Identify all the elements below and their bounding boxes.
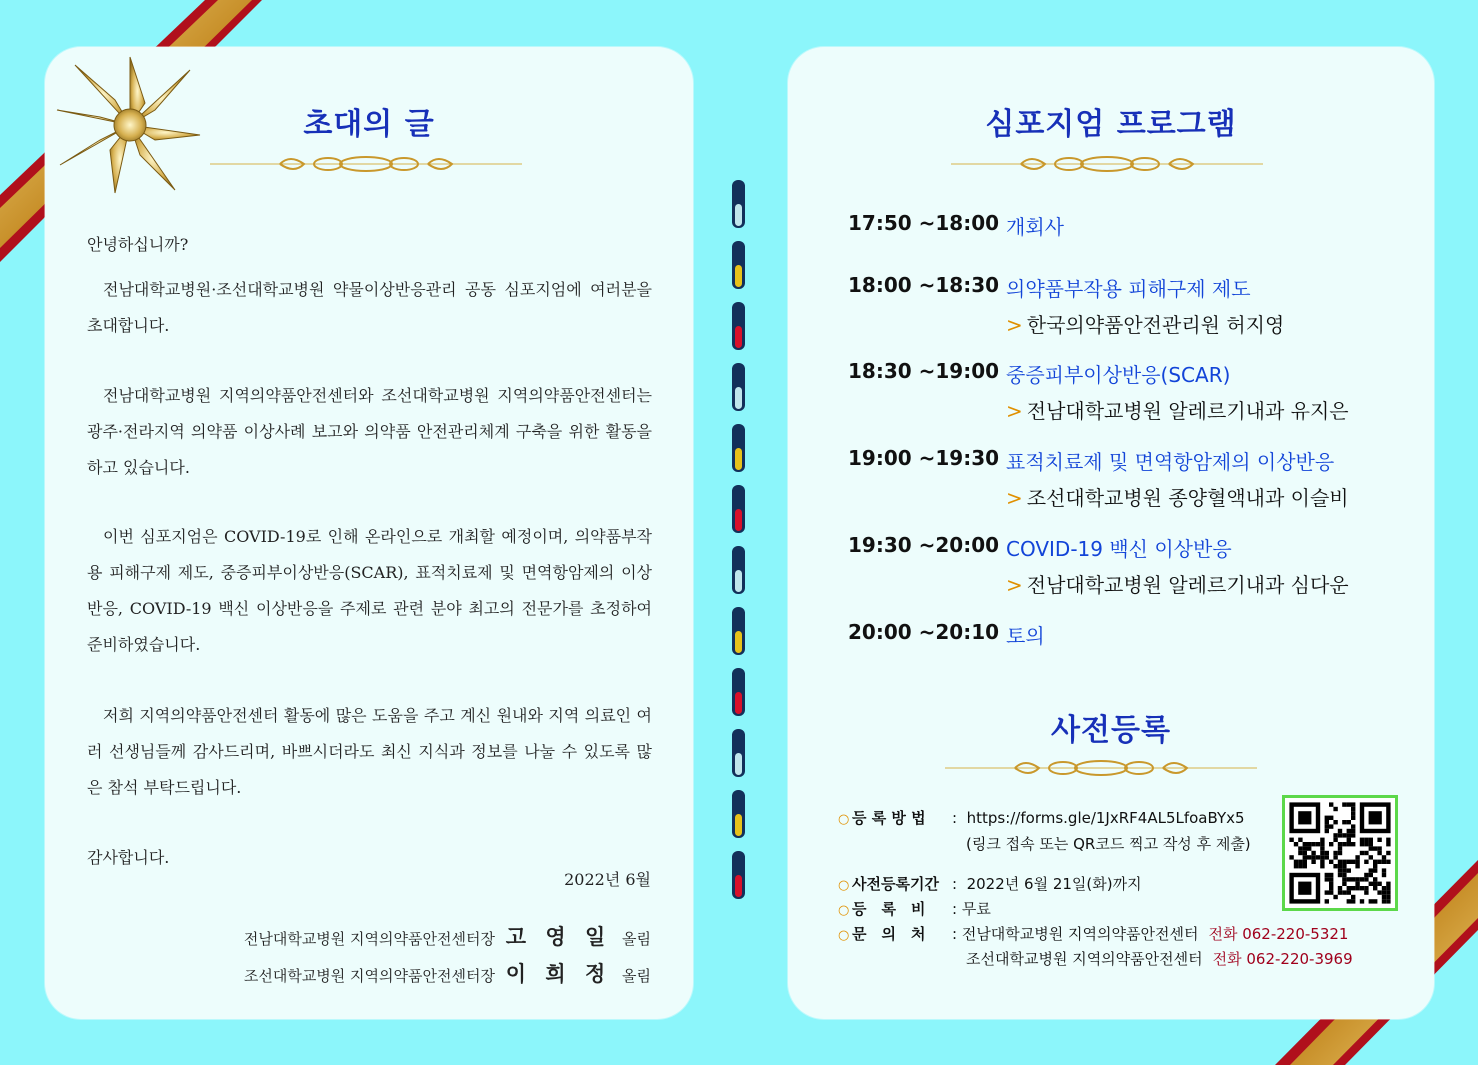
paragraph-2: 전남대학교병원 지역의약품안전센터와 조선대학교병원 지역의약품안전센터는 광주·전라지역 의약품 이상사례 보고와 의약품 안전관리체계 구축을 위한 활동을 하고 있습니다.	[87, 386, 652, 477]
registration-contact-2: 조선대학교병원 지역의약품안전센터 전화 062-220-3969	[966, 950, 1353, 968]
greeting: 안녕하십니까?	[87, 235, 189, 254]
test-tube-icon	[732, 180, 745, 230]
session-speaker: > 전남대학교병원 알레르기내과 심다운	[1006, 573, 1349, 597]
session-topic: 개회사	[1006, 215, 1064, 239]
invitation-title: 초대의 글	[303, 107, 435, 142]
session-topic: 의약품부작용 피해구제 제도	[1006, 277, 1251, 301]
session-time: 20:00 ~20:10	[848, 620, 1000, 644]
registration-fee: ○ 등 록 비 : 무료	[838, 900, 991, 918]
ornament-divider-icon	[951, 151, 1263, 177]
bullet-icon: ○	[838, 903, 850, 918]
test-tube-icon	[732, 485, 745, 535]
test-tube-icon	[732, 668, 745, 718]
signer-1	[244, 921, 651, 951]
paragraph-4: 저희 지역의약품안전센터 활동에 많은 도움을 주고 계신 원내와 지역 의료인 여러 선생님들께 감사드리며, 바쁘시더라도 최신 지식과 정보를 나눌 수 있도록 많은 참석 부탁드립니다.	[87, 706, 652, 797]
paragraph-3: 이번 심포지엄은 COVID-19로 인해 온라인으로 개최할 예정이며, 의약품부작용 피해구제 제도, 중증피부이상반응(SCAR), 표적치료제 및 면역항암제의 이상반응, COVID-19 백신 이상반응을 주제로 관련 분야 최고의 전문가를 초정하여 준비하였습니다.	[87, 527, 652, 654]
date: 2022년 6월	[564, 870, 651, 889]
program-card	[788, 47, 1434, 1019]
session-time: 18:00 ~18:30	[848, 273, 1000, 297]
session-speaker: > 전남대학교병원 알레르기내과 유지은	[1006, 399, 1349, 423]
test-tube-icon	[732, 607, 745, 657]
session-topic: 토의	[1006, 624, 1045, 648]
session-speaker: > 한국의약품안전관리원 허지영	[1006, 313, 1285, 337]
session-topic: COVID-19 백신 이상반응	[1006, 537, 1232, 561]
test-tube-icon	[732, 729, 745, 779]
test-tube-icon	[732, 851, 745, 901]
session-time: 18:30 ~19:00	[848, 359, 1000, 383]
session-time: 19:00 ~19:30	[848, 446, 1000, 470]
registration-period: ○ 사전등록기간 : 2022년 6월 21일(화)까지	[838, 875, 1142, 893]
registration-url[interactable]: https://forms.gle/1JxRF4AL5LfoaBYx5	[966, 809, 1245, 827]
ornament-divider-icon	[210, 151, 522, 177]
signer-suffix: 올림	[622, 967, 651, 985]
registration-contact-1: ○ 문 의 처 : 전남대학교병원 지역의약품안전센터 전화 062-220-5321	[838, 925, 1349, 943]
signer-2	[244, 958, 651, 988]
program-title: 심포지엄 프로그램	[985, 107, 1237, 142]
signer-name: 고 영 일	[505, 924, 612, 949]
closing: 감사합니다.	[87, 848, 170, 867]
test-tube-icon	[732, 424, 745, 474]
bullet-icon: ○	[838, 812, 850, 827]
test-tube-icon	[732, 363, 745, 413]
registration-note: (링크 접속 또는 QR코드 찍고 작성 후 제출)	[966, 835, 1251, 853]
signer-suffix: 올림	[622, 930, 651, 948]
signer-name: 이 희 정	[505, 961, 612, 986]
signer-org: 조선대학교병원 지역의약품안전센터장	[243, 967, 495, 985]
test-tube-icon	[732, 302, 745, 352]
ornament-divider-icon	[945, 755, 1257, 781]
session-time: 19:30 ~20:00	[848, 533, 1000, 557]
session-topic: 중증피부이상반응(SCAR)	[1006, 363, 1231, 387]
registration-title: 사전등록	[1051, 713, 1171, 748]
test-tube-icon	[732, 241, 745, 291]
qr-code-icon[interactable]	[1282, 795, 1398, 911]
test-tube-icon	[732, 790, 745, 840]
signer-org: 전남대학교병원 지역의약품안전센터장	[243, 930, 495, 948]
bullet-icon: ○	[838, 878, 850, 893]
test-tube-icon	[732, 546, 745, 596]
gold-bow-icon	[55, 55, 205, 195]
registration-method: ○ 등 록 방 법 : https://forms.gle/1JxRF4AL5LfoaBYx5	[838, 809, 1245, 827]
paragraph-1: 전남대학교병원·조선대학교병원 약물이상반응관리 공동 심포지엄에 여러분을 초대합니다.	[87, 280, 652, 335]
session-topic: 표적치료제 및 면역항암제의 이상반응	[1006, 450, 1335, 474]
bullet-icon: ○	[838, 928, 850, 943]
session-speaker: > 조선대학교병원 종양혈액내과 이슬비	[1006, 486, 1349, 510]
session-time: 17:50 ~18:00	[848, 211, 1000, 235]
